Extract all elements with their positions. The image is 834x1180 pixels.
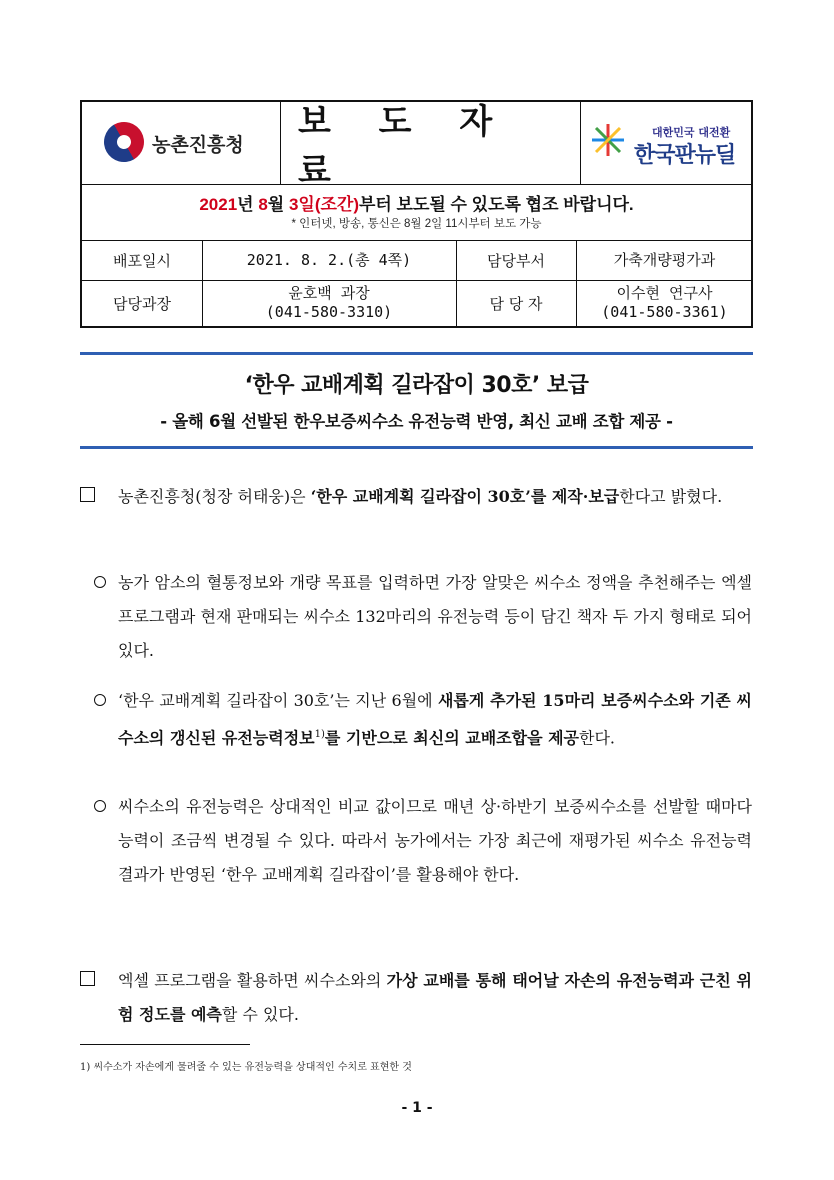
header-top-row: [82, 102, 751, 191]
p3-part-c: 를 기반으로 최신의 교배조합을 제공: [324, 728, 580, 748]
manager-label: 담당과장: [82, 280, 203, 326]
p3-part-b: 새롭게 추가된 15마리 보증씨수소와 기존 씨수소의 갱신된 유전능력정보: [118, 691, 753, 748]
paragraph-2: [80, 566, 752, 668]
p5-part-a: 엑셀 프로그램을 활용하면 씨수소와의: [118, 971, 387, 990]
embargo-day: 3일(조간): [288, 195, 359, 214]
dist-value: 2021. 8. 2.(총 4쪽): [202, 240, 457, 280]
headline: ‘한우 교배계획 길라잡이 30호’ 보급: [244, 373, 589, 398]
circle-bullet-icon: [94, 694, 106, 706]
embargo-month: 8: [258, 195, 268, 214]
p1-part-a: 농촌진흥청(청장 허태웅)은: [118, 487, 311, 506]
paragraph-2-text: 농가 암소의 혈통정보와 개량 목표를 입력하면 가장 알맞은 씨수소 정액을 추천해주는 엑셀 프로그램과 현재 판매되는 씨수소 132마리의 유전능력 등이 담긴 책자 두 가지 형태로 되어 있다.: [118, 573, 752, 660]
new-deal-tagline: 대한민국 대전환: [652, 126, 731, 139]
staff-name: 이수현 연구사: [616, 284, 713, 302]
new-deal-title: 한국판뉴딜: [634, 143, 736, 168]
manager-contact: [202, 280, 457, 326]
footnote: 1) 씨수소가 자손에게 물려줄 수 있는 유전능력을 상대적인 수치로 표현한 것: [80, 1062, 412, 1073]
staff-contact: [576, 280, 753, 326]
manager-phone: (041-580-3310): [265, 303, 393, 321]
dist-label: 배포일시: [82, 240, 203, 280]
manager-name: 윤호백 과장: [288, 284, 370, 302]
paragraph-4-text: 씨수소의 유전능력은 상대적인 비교 값이므로 매년 상·하반기 보증씨수소를 선발할 때마다 능력이 조금씩 변경될 수 있다. 따라서 농가에서는 가장 최근에 재평가된 씨수소 유전능력 결과가 반영된 ‘한우 교배계획 길라잡이’를 활용해야 한다.: [118, 797, 752, 884]
footnote-rule: [80, 1044, 250, 1045]
p5-part-c: 할 수 있다.: [221, 1005, 299, 1024]
header-table: [80, 100, 753, 328]
paragraph-5: [80, 964, 752, 1032]
new-deal-logo-icon: [590, 122, 626, 158]
p5-part-b: 가상 교배를 통해 태어날 자손의 유전능력과 근친 위험 정도를 예측: [118, 971, 752, 1024]
doc-type-title: 보 도 자 료: [298, 102, 511, 191]
headline-top-rule: [80, 352, 753, 355]
distribution-row: [82, 240, 751, 281]
checkbox-bullet-icon: [80, 971, 95, 986]
agency-name: 농촌진흥청: [152, 134, 244, 156]
paragraph-1-text: [80, 480, 752, 514]
embargo-rest: 부터 보도될 수 있도록 협조 바랍니다.: [358, 195, 634, 214]
new-deal-logo-cell: [580, 102, 753, 184]
p1-part-b: ‘한우 교배계획 길라잡이 30호’를 제작·보급: [310, 487, 620, 506]
circle-bullet-icon: [94, 800, 106, 812]
embargo-note: * 인터넷, 방송, 통신은 8월 2일 11시부터 보도 가능: [291, 218, 542, 230]
agency-logo-cell: [82, 102, 281, 184]
paragraph-5-text: [80, 964, 752, 1032]
doc-type-cell: [280, 102, 581, 191]
subheadline: - 올해 6월 선발된 한우보증씨수소 유전능력 반영, 최신 교배 조합 제공 -: [160, 412, 673, 431]
footnote-ref: 1): [314, 729, 325, 740]
staff-label: 담 당 자: [456, 280, 577, 326]
paragraph-4: [80, 790, 752, 892]
paragraph-1: [80, 480, 752, 514]
p3-part-a: ‘한우 교배계획 길라잡이 30호’는 지난 6월에: [118, 691, 438, 710]
p1-part-c: 한다고 밝혔다.: [619, 487, 723, 506]
p3-part-d: 한다.: [579, 728, 616, 748]
dept-label: 담당부서: [456, 240, 577, 280]
contact-row: [82, 280, 751, 326]
embargo-notice: [82, 190, 751, 215]
staff-phone: (041-580-3361): [601, 303, 728, 321]
checkbox-bullet-icon: [80, 487, 95, 502]
circle-bullet-icon: [94, 576, 106, 588]
government-emblem-icon: [97, 115, 152, 170]
paragraph-3: [80, 684, 752, 755]
headline-bottom-rule: [80, 446, 753, 449]
paragraph-3-text: [80, 684, 752, 755]
embargo-month-unit: 월: [267, 195, 289, 214]
embargo-year: 2021: [199, 195, 238, 214]
dept-value: 가축개량평가과: [613, 250, 716, 269]
embargo-row: [82, 184, 751, 241]
embargo-year-unit: 년: [237, 195, 259, 214]
page-number: - 1 -: [401, 1100, 433, 1116]
